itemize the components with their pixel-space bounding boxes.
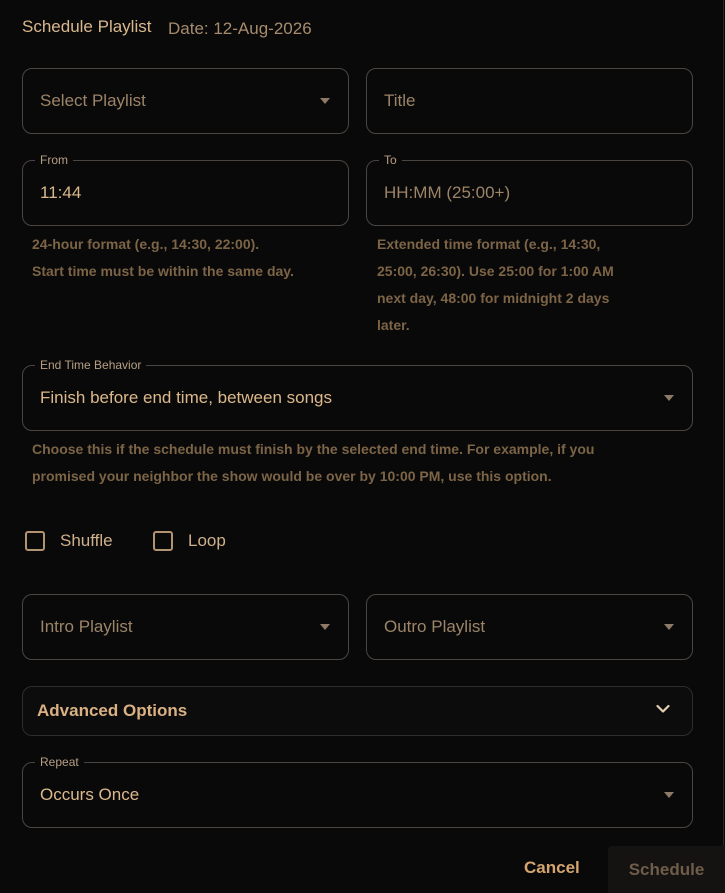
- loop-checkbox[interactable]: [153, 531, 226, 551]
- intro-playlist-select[interactable]: [22, 594, 349, 660]
- dropdown-caret-icon: [664, 792, 674, 798]
- loop-label: Loop: [188, 531, 226, 550]
- advanced-options-label: Advanced Options: [37, 701, 188, 720]
- dropdown-caret-icon: [664, 395, 674, 401]
- schedule-button[interactable]: Schedule: [608, 846, 725, 893]
- outro-playlist-placeholder: Outro Playlist: [384, 617, 486, 636]
- playlist-select[interactable]: [22, 68, 349, 134]
- end-time-behavior-select[interactable]: [22, 358, 693, 431]
- cancel-button[interactable]: Cancel: [524, 858, 580, 877]
- to-time-helper: Extended time format (e.g., 14:30, 25:00, 26:30). Use 25:00 for 1:00 AM next day, 48:00 for midnight 2 days later.: [377, 236, 614, 333]
- outro-playlist-select[interactable]: [366, 594, 693, 660]
- repeat-value: Occurs Once: [40, 785, 140, 804]
- dialog-title: Schedule Playlist: [22, 17, 152, 36]
- playlist-select-placeholder: Select Playlist: [40, 91, 146, 110]
- shuffle-checkbox[interactable]: [25, 531, 113, 551]
- from-time-label: From: [35, 153, 73, 167]
- intro-playlist-placeholder: Intro Playlist: [40, 617, 133, 636]
- shuffle-label: Shuffle: [60, 531, 113, 550]
- dropdown-caret-icon: [320, 624, 330, 630]
- dropdown-caret-icon: [320, 98, 330, 104]
- advanced-options-toggle[interactable]: [22, 686, 693, 736]
- shuffle-checkbox-box[interactable]: [25, 531, 45, 551]
- end-time-behavior-value: Finish before end time, between songs: [40, 388, 333, 407]
- right-edge-divider: [723, 0, 724, 893]
- to-time-field[interactable]: [366, 153, 693, 226]
- to-time-label: To: [379, 153, 402, 167]
- schedule-date: Date: 12-Aug-2026: [168, 19, 312, 38]
- repeat-label: Repeat: [35, 755, 84, 769]
- dropdown-caret-icon: [664, 624, 674, 630]
- title-field-placeholder: Title: [384, 91, 416, 110]
- from-time-helper: 24-hour format (e.g., 14:30, 22:00). Start time must be within the same day.: [32, 236, 294, 279]
- from-time-field[interactable]: [22, 153, 349, 226]
- chevron-down-icon: [656, 704, 670, 714]
- repeat-select[interactable]: [22, 755, 693, 828]
- from-time-value: 11:44: [40, 183, 82, 202]
- title-field[interactable]: [366, 68, 693, 134]
- loop-checkbox-box[interactable]: [153, 531, 173, 551]
- to-time-placeholder: HH:MM (25:00+): [384, 183, 511, 202]
- end-time-behavior-helper: Choose this if the schedule must finish by the selected end time. For example, if you promised your neighbor the show would be over by 10:00 PM, use this option.: [32, 441, 595, 484]
- end-time-behavior-label: End Time Behavior: [35, 358, 146, 372]
